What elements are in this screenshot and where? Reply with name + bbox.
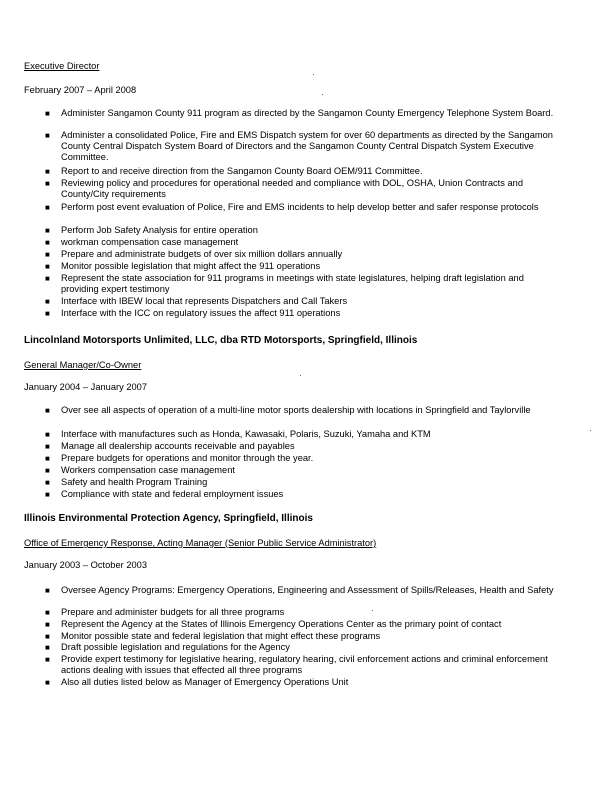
scan-speck	[590, 430, 591, 431]
job-dates: January 2003 – October 2003	[24, 560, 148, 570]
job-dates: January 2004 – January 2007	[24, 382, 148, 392]
scan-speck	[372, 610, 373, 611]
job-title: Executive Director	[24, 61, 100, 71]
scan-speck	[313, 74, 314, 75]
job-title: General Manager/Co-Owner	[24, 360, 142, 370]
job-dates: February 2007 – April 2008	[24, 85, 137, 95]
job-title: Office of Emergency Response, Acting Manager (Senior Public Service Administrator)	[24, 538, 377, 548]
organization-heading: Illinois Environmental Protection Agency, Springfield, Illinois	[24, 513, 313, 524]
scan-speck	[322, 94, 323, 95]
scanned-document: Executive Director February 2007 – April 2008 ■ Administer Sangamon County 911 program as directed by the Sangamon County Emergency Telephone System Board. ■ Administer a consolidated Police, Fire and EMS Dispatch system for over 60 departments as directed by the Sangamon County Central Dispatch System Board of Directors and the Sangamon County Central Dispatch System Executive Committee. ■ Report to and receive direction from the Sangamon County Board OEM/911 Committee. ■ Reviewing policy and procedures for operational needed and compliance with DOL, OSHA, Union Contracts and County/City requirements ■ Perform post event evaluation of Police, Fire and EMS incidents to help develop better and safer response protocols ■ Perform Job Safety Analysis for entire operation ■ workman compensation case management ■ Prepare and administrate budgets of over six million dollars annually ■ Monitor possible legislation that might affect the 911 operations ■ Represent the state association for 911 programs in meetings with state legislatures, helping draft legislation and providing expert testimony ■ Interface with IBEW local that represents Dispatchers and Call Takers ■ Interface with the ICC on regulatory issues the affect 911 operations Lincolnland Motorsports Unlimited, LLC, dba RTD Motorsports, Springfield, Illinois General Manager/Co-Owner January 2004 – January 2007 ■ Over see all aspects of operation of a multi-line motor sports dealership with locations in Springfield and Taylorville ■ Interface with manufactures such as Honda, Kawasaki, Polaris, Suzuki, Yamaha and KTM ■ Manage all dealership accounts receivable and payables ■ Prepare budgets for operations and monitor through the year. ■ Workers compensation case management ■ Safety and health Program Training ■ Compliance with state and federal employment issues Illinois Environmental Protection Agency, Springfield, Illinois Office of Emergency Response, Acting Manager (Senior Public Service Administrator) January 2003 – October 2003 ■ Oversee Agency Programs: Emergency Operations, Engineering and Assessment of Spills/Releases, Health and Safety ■ Prepare and administer budgets for all three programs ■ Represent the Agency at the States of Illinois Emergency Operations Center as the primary point of contact ■ Monitor possible state and federal legislation that might effect these programs ■ Draft possible legislation and regulations for the Agency ■ Provide expert testimony for legislative hearing, regulatory hearing, civil enforcement actions and criminal enforcement actions dealing with issues that effected all three programs ■ Also all duties listed below as Manager of Emergency Operations Unit	[0, 0, 614, 800]
scan-speck	[300, 375, 301, 376]
organization-heading: Lincolnland Motorsports Unlimited, LLC, dba RTD Motorsports, Springfield, Illinois	[24, 335, 418, 346]
